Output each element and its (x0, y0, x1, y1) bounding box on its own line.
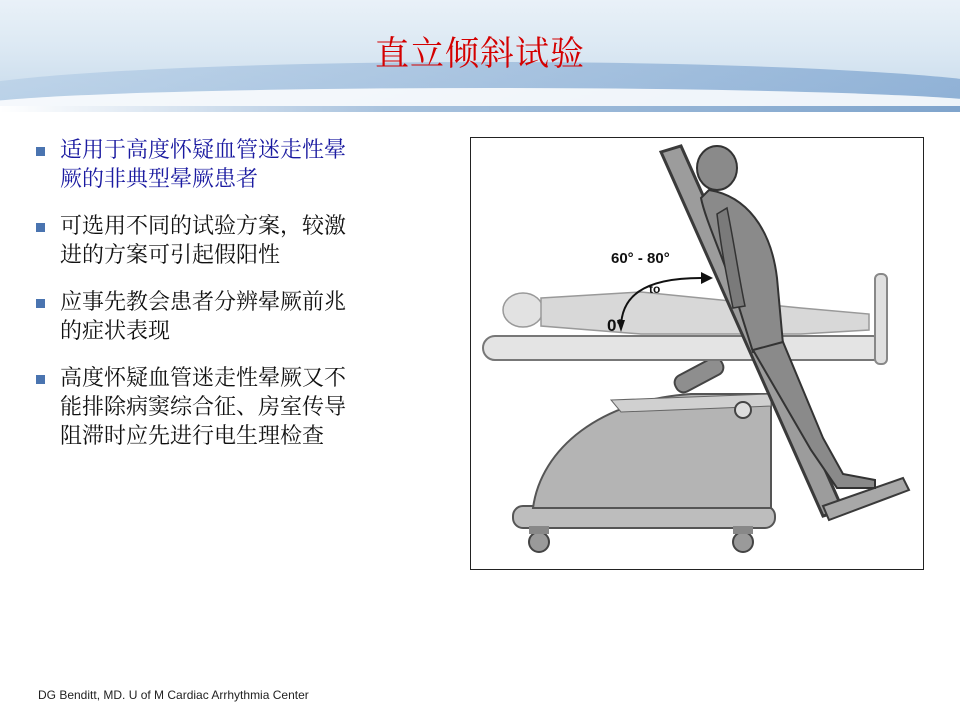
bullet-item (36, 136, 356, 194)
bullet-text: 可选用不同的试验方案，较激进的方案可引起假阳性 (60, 214, 347, 268)
bullet-text: 应事先教会患者分辨晕厥前兆的症状表现 (60, 290, 347, 344)
bed-footboard (875, 274, 887, 364)
lying-head (503, 293, 543, 327)
wheel-right (733, 532, 753, 552)
bullet-marker (36, 375, 45, 384)
page-title: 直立倾斜试验 (375, 34, 585, 74)
bullet-item (36, 212, 356, 270)
bullet-item (36, 288, 356, 346)
bullet-text: 高度怀疑血管迷走性晕厥又不能排除病窦综合征、房室传导阻滞时应先进行电生理检查 (60, 366, 347, 449)
standing-head (697, 146, 737, 190)
hinge-joint (735, 402, 751, 418)
bullet-list (36, 136, 356, 469)
bullet-marker (36, 147, 45, 156)
footer-credit: DG Benditt, MD. U of M Cardiac Arrhythmia Center (38, 688, 309, 702)
tilt-table-drawing (471, 138, 925, 571)
bullet-marker (36, 299, 45, 308)
wheel-right-mount (733, 526, 753, 534)
base-platform (513, 506, 775, 528)
tilt-table-illustration (470, 137, 924, 570)
zero-angle-label: 0° (607, 316, 624, 335)
header-divider (0, 106, 960, 112)
bullet-item (36, 364, 356, 451)
wheel-left (529, 532, 549, 552)
angle-range-label: 60° - 80° (611, 250, 670, 267)
to-label: to (649, 282, 661, 296)
horizontal-bed (483, 336, 885, 360)
wheel-left-mount (529, 526, 549, 534)
lying-body (541, 292, 869, 334)
bullet-marker (36, 223, 45, 232)
arc-arrowhead (701, 272, 713, 284)
bullet-text: 适用于高度怀疑血管迷走性晕厥的非典型晕厥患者 (60, 138, 347, 192)
